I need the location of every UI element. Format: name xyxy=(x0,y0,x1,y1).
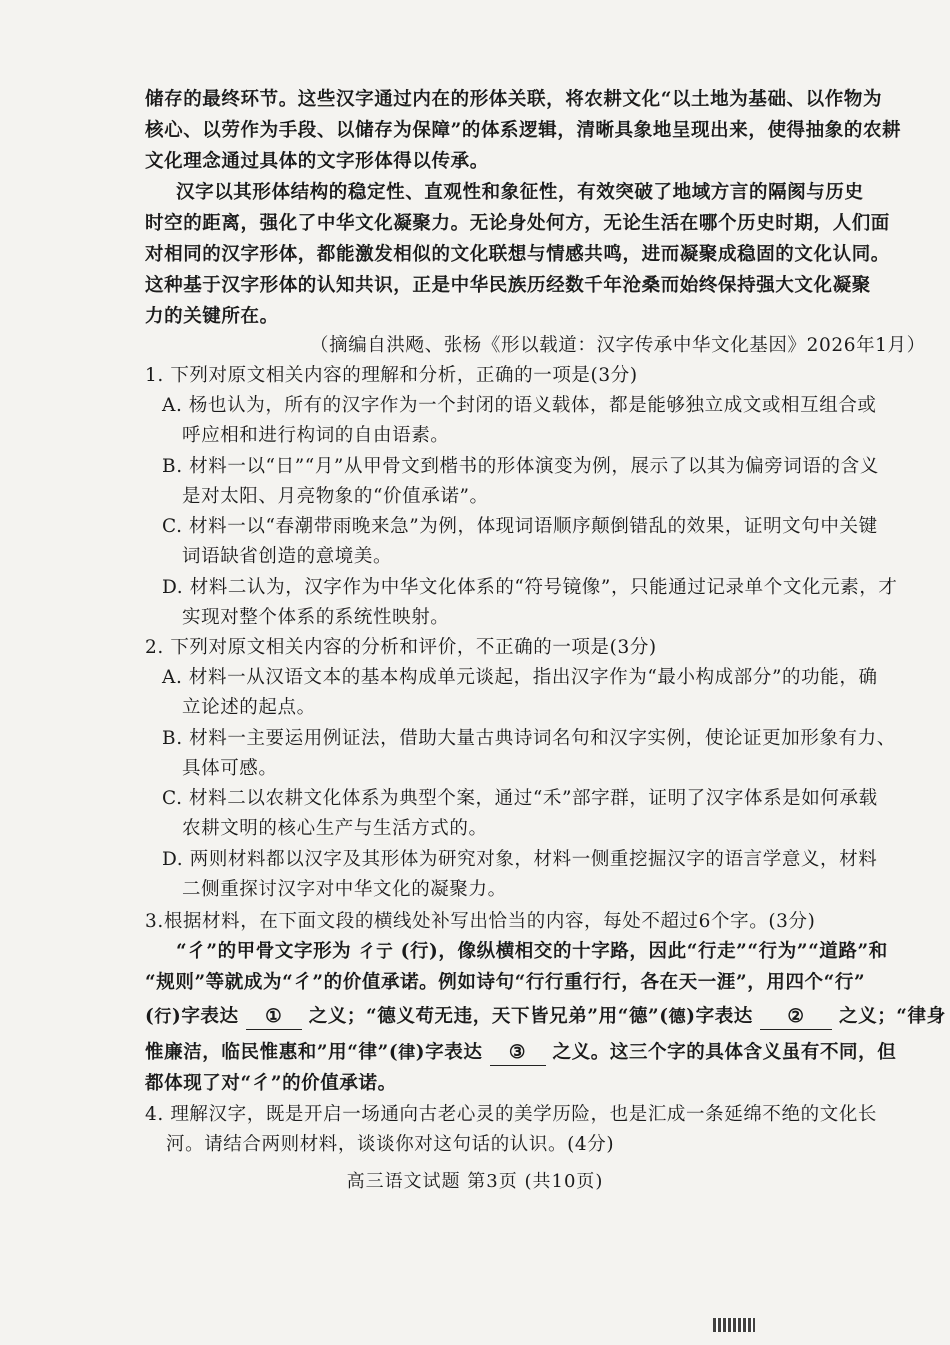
blank-1[interactable]: ① xyxy=(246,1005,302,1030)
ancient-glyph-xing: 彳亍 xyxy=(358,942,394,962)
ancient-glyph-xing: 行 xyxy=(154,1007,172,1027)
q1-option-b: B. 材料一以“日”“月”从甲骨文到楷书的形体演变为例，展示了以其为偏旁词语的含义 xyxy=(162,456,879,477)
question-4-stem-cont: 河。请结合两则材料，谈谈你对这句话的认识。(4分) xyxy=(166,1134,615,1155)
q3-text: (行)，像纵横相交的十字路，因此“行走”“行为”“道路”和 xyxy=(400,941,888,962)
passage-line: 力的关键所在。 xyxy=(145,306,279,327)
blank-3[interactable]: ③ xyxy=(490,1041,546,1066)
passage-line: 汉字以其形体结构的稳定性、直观性和象征性，有效突破了地域方言的隔阂与历史 xyxy=(176,182,864,203)
page-footer: 高三语文试题 第3页 (共10页) xyxy=(346,1171,604,1192)
q3-text: “彳”的甲骨文字形为 xyxy=(176,941,352,962)
watermark-qr-icon xyxy=(713,1318,755,1332)
ancient-glyph-de: 德 xyxy=(668,1007,687,1027)
q1-option-b-cont: 是对太阳、月亮物象的“价值承诺”。 xyxy=(182,486,489,507)
q2-option-c-cont: 农耕文明的核心生产与生活方式的。 xyxy=(182,818,488,839)
passage-line: 储存的最终环节。这些汉字通过内在的形体关联，将农耕文化“以土地为基础、以作物为 xyxy=(145,89,883,110)
q1-option-d: D. 材料二认为，汉字作为中华文化体系的“符号镜像”，只能通过记录单个文化元素，才 xyxy=(162,577,898,598)
passage-line: 核心、以劳作为手段、以储存为保障”的体系逻辑，清晰具象地呈现出来，使得抽象的农耕 xyxy=(145,120,902,141)
q3-text: )字表达 xyxy=(415,1042,483,1063)
q1-option-d-cont: 实现对整个体系的系统性映射。 xyxy=(182,607,450,628)
source-citation: （摘编自洪飏、张杨《形以载道：汉字传承中华文化基因》2026年1月） xyxy=(310,335,926,356)
q3-text: )字表达 xyxy=(686,1006,753,1027)
q3-text: )字表达 xyxy=(171,1006,239,1027)
q2-option-d-cont: 二侧重探讨汉字对中华文化的凝聚力。 xyxy=(182,879,507,900)
q1-option-c: C. 材料一以“春潮带雨晚来急”为例，体现词语顺序颠倒错乱的效果，证明文句中关键 xyxy=(162,516,878,537)
blank-2[interactable]: ② xyxy=(760,1005,832,1030)
q1-option-a-cont: 呼应相和进行构词的自由语素。 xyxy=(182,425,450,446)
ancient-glyph-lv: 律 xyxy=(398,1043,416,1063)
q2-option-b-cont: 具体可感。 xyxy=(182,758,278,779)
q3-text-line: 都体现了对“彳”的价值承诺。 xyxy=(145,1073,397,1094)
q1-option-a: A. 杨也认为，所有的汉字作为一个封闭的语义载体，都是能够独立成文或相互组合或 xyxy=(162,395,877,416)
q3-text-line xyxy=(176,940,888,964)
q3-text: 之义；“律身 xyxy=(839,1006,946,1027)
question-2-stem: 2. 下列对原文相关内容的分析和评价，不正确的一项是(3分) xyxy=(145,637,657,658)
q3-text-line: “规则”等就成为“彳”的价值承诺。例如诗句“行行重行行，各在天一涯”，用四个“行” xyxy=(145,972,866,993)
q3-text: 之义；“德义苟无违，天下皆兄弟”用“德”( xyxy=(308,1006,669,1027)
q3-text: 惟廉洁，临民惟惠和”用“律”( xyxy=(145,1042,399,1063)
passage-line: 这种基于汉字形体的认知共识，正是中华民族历经数千年沧桑而始终保持强大文化凝聚 xyxy=(145,275,871,296)
q2-option-a: A. 材料一从汉语文本的基本构成单元谈起，指出汉字作为“最小构成部分”的功能，确 xyxy=(162,667,878,688)
q2-option-b: B. 材料一主要运用例证法，借助大量古典诗词名句和汉字实例，使论证更加形象有力、 xyxy=(162,728,896,749)
q3-text-line xyxy=(145,1041,897,1066)
q3-text: 之义。这三个字的具体含义虽有不同，但 xyxy=(552,1042,897,1063)
passage-line: 时空的距离，强化了中华文化凝聚力。无论身处何方，无论生活在哪个历史时期，人们面 xyxy=(145,213,890,234)
passage-line: 对相同的汉字形体，都能激发相似的文化联想与情感共鸣，进而凝聚成稳固的文化认同。 xyxy=(145,244,890,265)
q2-option-a-cont: 立论述的起点。 xyxy=(182,697,316,718)
q1-option-c-cont: 词语缺省创造的意境美。 xyxy=(182,546,393,567)
q2-option-c: C. 材料二以农耕文化体系为典型个案，通过“禾”部字群，证明了汉字体系是如何承载 xyxy=(162,788,878,809)
question-4-stem: 4. 理解汉字，既是开启一场通向古老心灵的美学历险，也是汇成一条延绵不绝的文化长 xyxy=(145,1104,878,1125)
passage-line: 文化理念通过具体的文字形体得以传承。 xyxy=(145,151,489,172)
q2-option-d: D. 两则材料都以汉字及其形体为研究对象，材料一侧重挖掘汉字的语言学意义，材料 xyxy=(162,849,878,870)
q3-text: ( xyxy=(145,1006,155,1027)
q3-text-line xyxy=(145,1005,946,1030)
question-3-stem: 3.根据材料，在下面文段的横线处补写出恰当的内容，每处不超过6个字。(3分) xyxy=(145,911,816,932)
question-1-stem: 1. 下列对原文相关内容的理解和分析，正确的一项是(3分) xyxy=(145,365,638,386)
